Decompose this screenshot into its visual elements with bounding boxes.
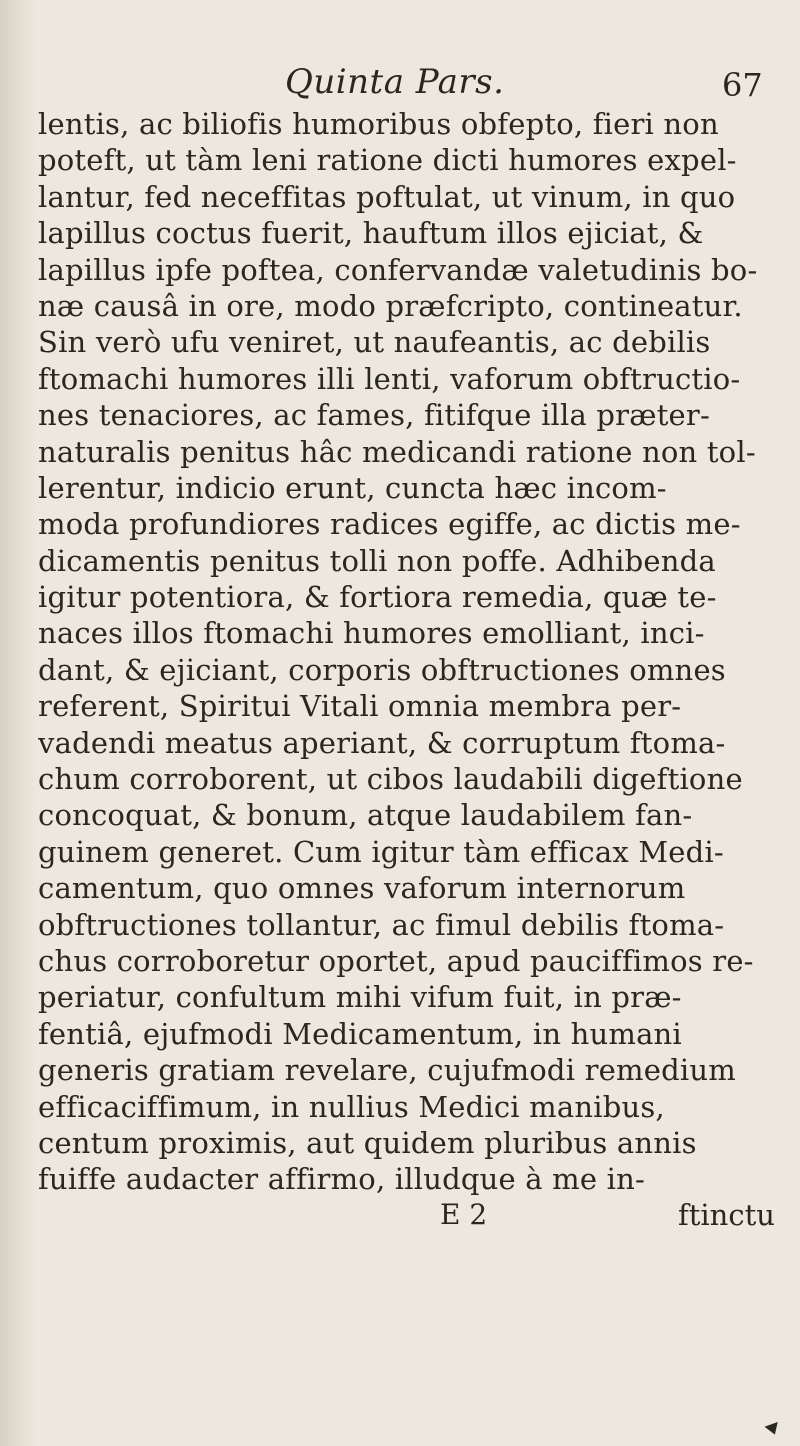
running-title: Quinta Pars.	[285, 62, 505, 102]
page-gutter-shadow	[0, 0, 36, 1446]
text-line: Sin verò ufu veniret, ut naufeantis, ac debilis	[38, 325, 711, 360]
text-line: guinem generet. Cum igitur tàm efficax Medi-	[38, 834, 724, 869]
page-footer	[38, 1197, 775, 1238]
running-head	[0, 62, 800, 106]
text-line: dant, & ejiciant, corporis obftructiones omnes	[38, 652, 726, 687]
text-line: generis gratiam revelare, cujufmodi remedium	[38, 1053, 736, 1088]
text-line: lerentur, indicio erunt, cuncta hæc incom-	[38, 470, 667, 505]
text-line: fuiffe audacter affirmo, illudque à me in-	[38, 1162, 646, 1197]
text-line: poteft, ut tàm leni ratione dicti humores expel-	[38, 143, 737, 178]
text-line: obftructiones tollantur, ac fimul debilis ftoma-	[38, 907, 725, 942]
text-line: nes tenaciores, ac fames, fitifque illa præter-	[38, 398, 710, 433]
text-line: moda profundiores radices egiffe, ac dictis me-	[38, 507, 741, 542]
text-line: referent, Spiritui Vitali omnia membra per-	[38, 689, 682, 724]
text-line: dicamentis penitus tolli non poffe. Adhibenda	[38, 543, 716, 578]
signature-mark: E 2	[440, 1197, 488, 1231]
text-line: concoquat, & bonum, atque laudabilem fan-	[38, 798, 693, 833]
text-line: igitur potentiora, & fortiora remedia, quæ te-	[38, 580, 717, 615]
text-line: lapillus coctus fuerit, hauftum illos ejiciat, &	[38, 216, 704, 251]
text-line: naces illos ftomachi humores emolliant, inci-	[38, 616, 705, 651]
text-line: camentum, quo omnes vaforum internorum	[38, 871, 686, 906]
text-line: periatur, confultum mihi vifum fuit, in præ-	[38, 980, 682, 1015]
text-line: efficaciffimum, in nullius Medici manibus,	[38, 1089, 665, 1124]
text-line: næ causâ in ore, modo præfcripto, contineatur.	[38, 288, 743, 323]
text-line: lapillus ipfe poftea, confervandæ valetudinis bo-	[38, 252, 758, 287]
text-line: lantur, fed neceffitas poftulat, ut vinum, in quo	[38, 179, 736, 214]
corner-ink-mark	[765, 1422, 782, 1437]
text-line: chus corroboretur oportet, apud pauciffimos re-	[38, 943, 754, 978]
text-line: ftomachi humores illi lenti, vaforum obftructio-	[38, 361, 741, 396]
body-text	[38, 106, 775, 1238]
text-line: vadendi meatus aperiant, & corruptum ftoma-	[38, 725, 726, 760]
text-line: chum corroborent, ut cibos laudabili digeftione	[38, 762, 743, 797]
text-line: centum proximis, aut quidem pluribus annis	[38, 1125, 697, 1160]
text-line: naturalis penitus hâc medicandi ratione non tol-	[38, 434, 756, 469]
page-number: 67	[722, 66, 763, 104]
text-line: lentis, ac biliofis humoribus obfepto, fieri non	[38, 107, 719, 141]
catchword: ftinctu	[678, 1197, 775, 1232]
text-line: fentiâ, ejufmodi Medicamentum, in humani	[38, 1016, 682, 1051]
